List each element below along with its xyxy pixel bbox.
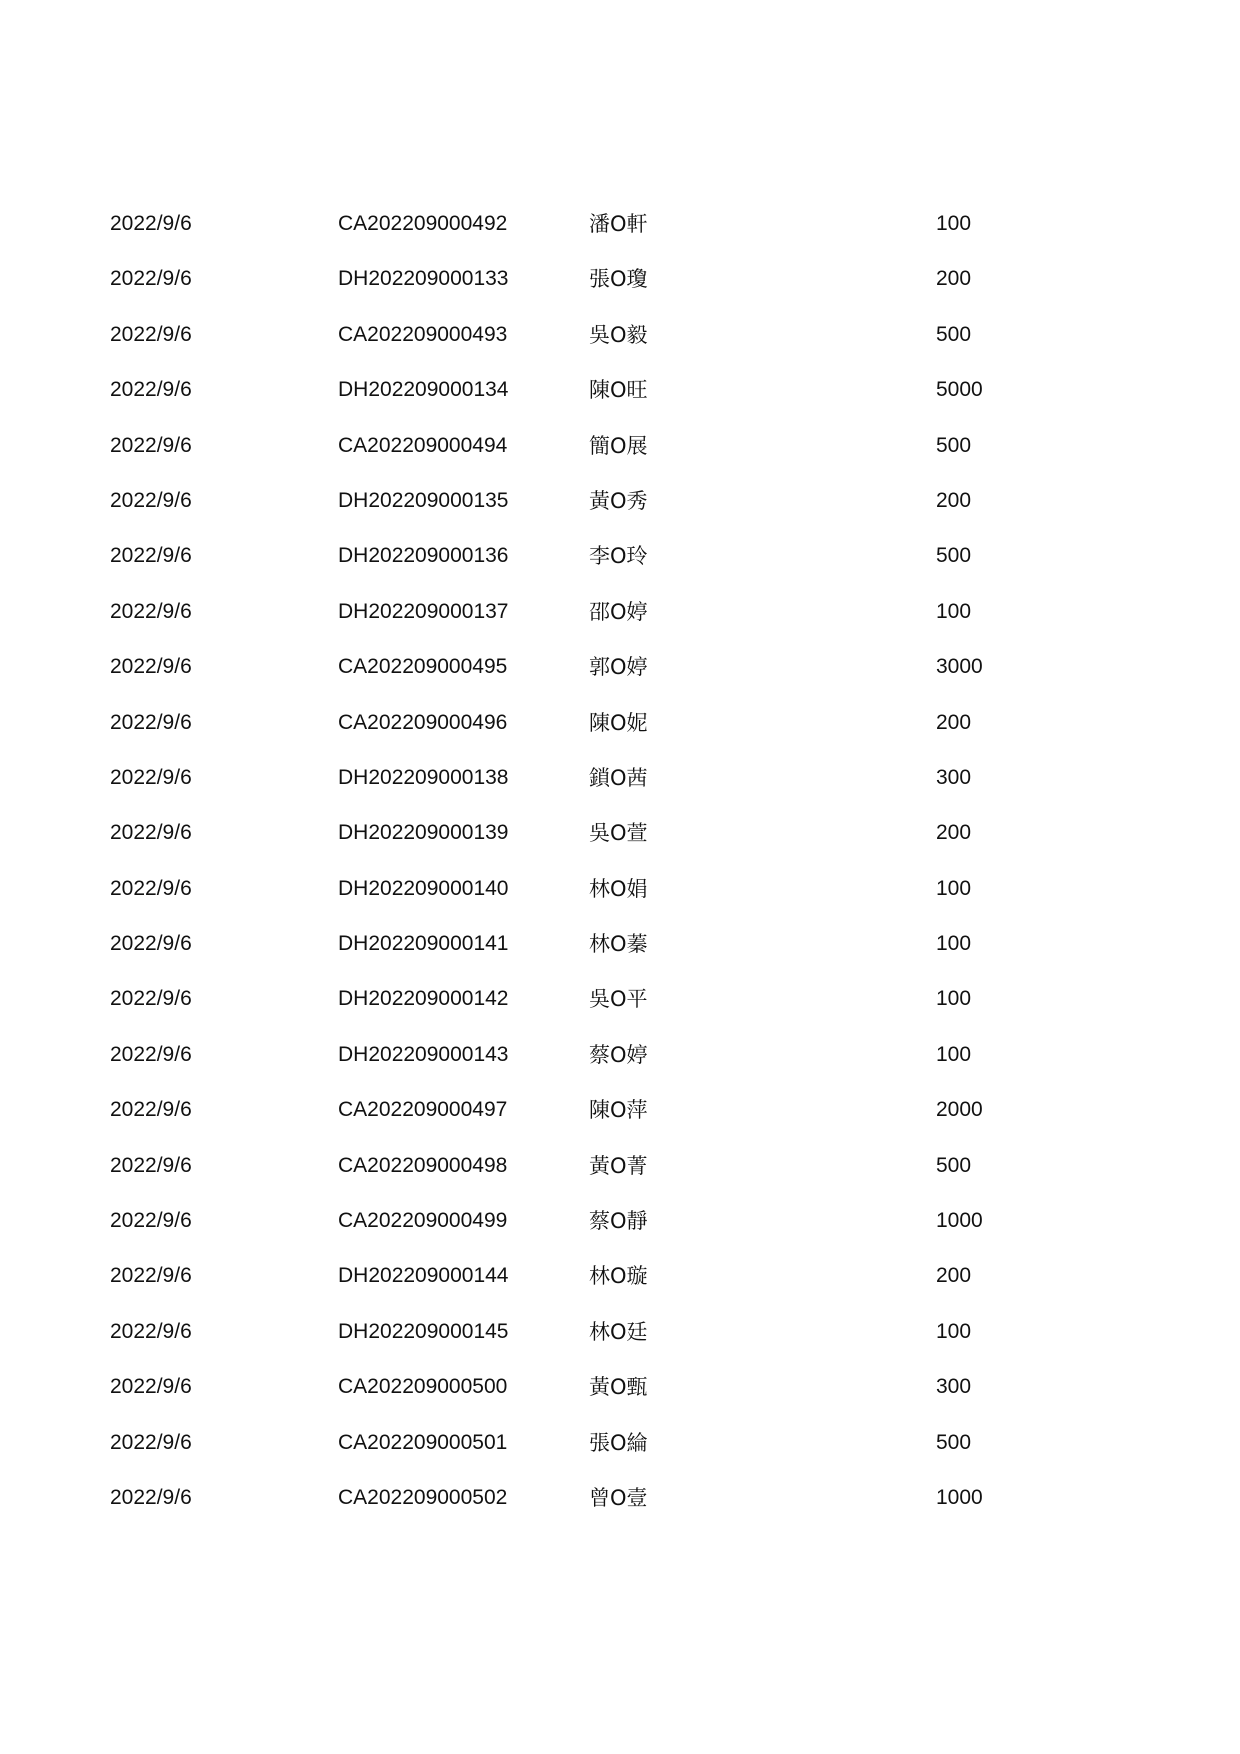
- amount-cell: 100: [936, 1042, 972, 1066]
- date-cell: 2022/9/6: [110, 876, 192, 900]
- receipt-id-cell: DH202209000145: [338, 1319, 509, 1343]
- table-row: [0, 266, 1240, 321]
- donor-name-cell: 曾O壹: [589, 1485, 648, 1510]
- donor-name-cell: 陳O旺: [589, 378, 648, 403]
- table-row: [0, 1485, 1240, 1540]
- donor-name-cell: 潘O軒: [589, 212, 648, 236]
- date-cell: 2022/9/6: [110, 1209, 192, 1233]
- table-row: [0, 488, 1240, 543]
- receipt-id-cell: DH202209000138: [338, 765, 509, 789]
- donor-name-cell: 邵O婷: [589, 599, 648, 624]
- amount-cell: 100: [936, 599, 972, 623]
- date-cell: 2022/9/6: [110, 599, 192, 623]
- table-row: [0, 1208, 1240, 1263]
- amount-cell: 2000: [936, 1098, 983, 1122]
- donor-name-cell: 吳O萱: [589, 821, 648, 846]
- amount-cell: 200: [936, 710, 972, 734]
- date-cell: 2022/9/6: [110, 322, 192, 346]
- date-cell: 2022/9/6: [110, 765, 192, 789]
- receipt-id-cell: DH202209000133: [338, 267, 509, 291]
- receipt-id-cell: DH202209000144: [338, 1264, 509, 1288]
- table-row: [0, 1097, 1240, 1152]
- date-cell: 2022/9/6: [110, 1430, 192, 1454]
- amount-cell: 500: [936, 1430, 972, 1454]
- table-row: [0, 876, 1240, 931]
- table-row: [0, 322, 1240, 377]
- donor-name-cell: 林O娟: [589, 876, 648, 901]
- amount-cell: 200: [936, 267, 972, 291]
- date-cell: 2022/9/6: [110, 1375, 192, 1399]
- table-row: [0, 654, 1240, 709]
- donor-name-cell: 黃O秀: [589, 488, 648, 513]
- date-cell: 2022/9/6: [110, 1098, 192, 1122]
- date-cell: 2022/9/6: [110, 544, 192, 568]
- donor-name-cell: 蔡O靜: [589, 1209, 648, 1234]
- amount-cell: 500: [936, 1153, 972, 1177]
- amount-cell: 200: [936, 1264, 972, 1288]
- receipt-id-cell: DH202209000136: [338, 544, 509, 568]
- amount-cell: 500: [936, 322, 972, 346]
- table-row: [0, 1153, 1240, 1208]
- amount-cell: 100: [936, 876, 972, 900]
- amount-cell: 100: [936, 212, 972, 235]
- receipt-id-cell: CA202209000498: [338, 1153, 508, 1177]
- receipt-id-cell: CA202209000499: [338, 1209, 508, 1233]
- date-cell: 2022/9/6: [110, 987, 192, 1011]
- date-cell: 2022/9/6: [110, 821, 192, 845]
- date-cell: 2022/9/6: [110, 655, 192, 679]
- donor-name-cell: 簡O展: [589, 433, 648, 458]
- table-row: [0, 433, 1240, 488]
- amount-cell: 5000: [936, 378, 983, 402]
- receipt-id-cell: DH202209000137: [338, 599, 509, 623]
- receipt-id-cell: DH202209000140: [338, 876, 509, 900]
- amount-cell: 300: [936, 1375, 972, 1399]
- donor-name-cell: 蔡O婷: [589, 1042, 648, 1067]
- table-row: [0, 1374, 1240, 1429]
- amount-cell: 1000: [936, 1209, 983, 1233]
- table-row: [0, 710, 1240, 765]
- table-row: [0, 820, 1240, 875]
- donor-name-cell: 吳O毅: [589, 322, 648, 347]
- amount-cell: 200: [936, 488, 972, 512]
- receipt-id-cell: CA202209000497: [338, 1098, 508, 1122]
- donation-records-table: [0, 211, 1240, 1540]
- amount-cell: 300: [936, 765, 972, 789]
- amount-cell: 200: [936, 821, 972, 845]
- donor-name-cell: 郭O婷: [589, 655, 648, 680]
- donor-name-cell: 黃O菁: [589, 1153, 648, 1178]
- table-row: [0, 1319, 1240, 1374]
- donor-name-cell: 李O玲: [589, 544, 648, 569]
- table-row: [0, 543, 1240, 598]
- receipt-id-cell: DH202209000139: [338, 821, 509, 845]
- table-row: [0, 1430, 1240, 1485]
- receipt-id-cell: CA202209000494: [338, 433, 508, 457]
- donor-name-cell: 張O綸: [589, 1430, 648, 1455]
- amount-cell: 1000: [936, 1485, 983, 1509]
- receipt-id-cell: CA202209000502: [338, 1485, 508, 1509]
- table-row: [0, 931, 1240, 986]
- date-cell: 2022/9/6: [110, 1319, 192, 1343]
- amount-cell: 500: [936, 544, 972, 568]
- receipt-id-cell: DH202209000141: [338, 932, 509, 956]
- date-cell: 2022/9/6: [110, 433, 192, 457]
- receipt-id-cell: CA202209000493: [338, 322, 508, 346]
- amount-cell: 100: [936, 932, 972, 956]
- table-row: [0, 377, 1240, 432]
- receipt-id-cell: CA202209000495: [338, 655, 508, 679]
- table-row: [0, 211, 1240, 266]
- table-row: [0, 986, 1240, 1041]
- receipt-id-cell: DH202209000142: [338, 987, 509, 1011]
- amount-cell: 100: [936, 1319, 972, 1343]
- donor-name-cell: 張O瓊: [589, 267, 648, 292]
- date-cell: 2022/9/6: [110, 212, 192, 235]
- date-cell: 2022/9/6: [110, 932, 192, 956]
- receipt-id-cell: CA202209000496: [338, 710, 508, 734]
- date-cell: 2022/9/6: [110, 1264, 192, 1288]
- table-row: [0, 765, 1240, 820]
- amount-cell: 500: [936, 433, 972, 457]
- table-row: [0, 1263, 1240, 1318]
- date-cell: 2022/9/6: [110, 1485, 192, 1509]
- amount-cell: 3000: [936, 655, 983, 679]
- date-cell: 2022/9/6: [110, 267, 192, 291]
- table-row: [0, 1042, 1240, 1097]
- donor-name-cell: 鎖O茜: [589, 765, 648, 790]
- date-cell: 2022/9/6: [110, 710, 192, 734]
- donor-name-cell: 陳O妮: [589, 710, 648, 735]
- donor-name-cell: 林O蓁: [589, 932, 648, 957]
- receipt-id-cell: CA202209000492: [338, 212, 508, 235]
- receipt-id-cell: DH202209000143: [338, 1042, 509, 1066]
- donor-name-cell: 林O璇: [589, 1264, 648, 1289]
- table-row: [0, 599, 1240, 654]
- receipt-id-cell: CA202209000501: [338, 1430, 508, 1454]
- date-cell: 2022/9/6: [110, 378, 192, 402]
- date-cell: 2022/9/6: [110, 488, 192, 512]
- receipt-id-cell: CA202209000500: [338, 1375, 508, 1399]
- donor-name-cell: 黃O甄: [589, 1375, 648, 1400]
- amount-cell: 100: [936, 987, 972, 1011]
- date-cell: 2022/9/6: [110, 1153, 192, 1177]
- date-cell: 2022/9/6: [110, 1042, 192, 1066]
- donor-name-cell: 林O廷: [589, 1319, 648, 1344]
- donor-name-cell: 吳O平: [589, 987, 648, 1012]
- receipt-id-cell: DH202209000135: [338, 488, 509, 512]
- receipt-id-cell: DH202209000134: [338, 378, 509, 402]
- donor-name-cell: 陳O萍: [589, 1098, 648, 1123]
